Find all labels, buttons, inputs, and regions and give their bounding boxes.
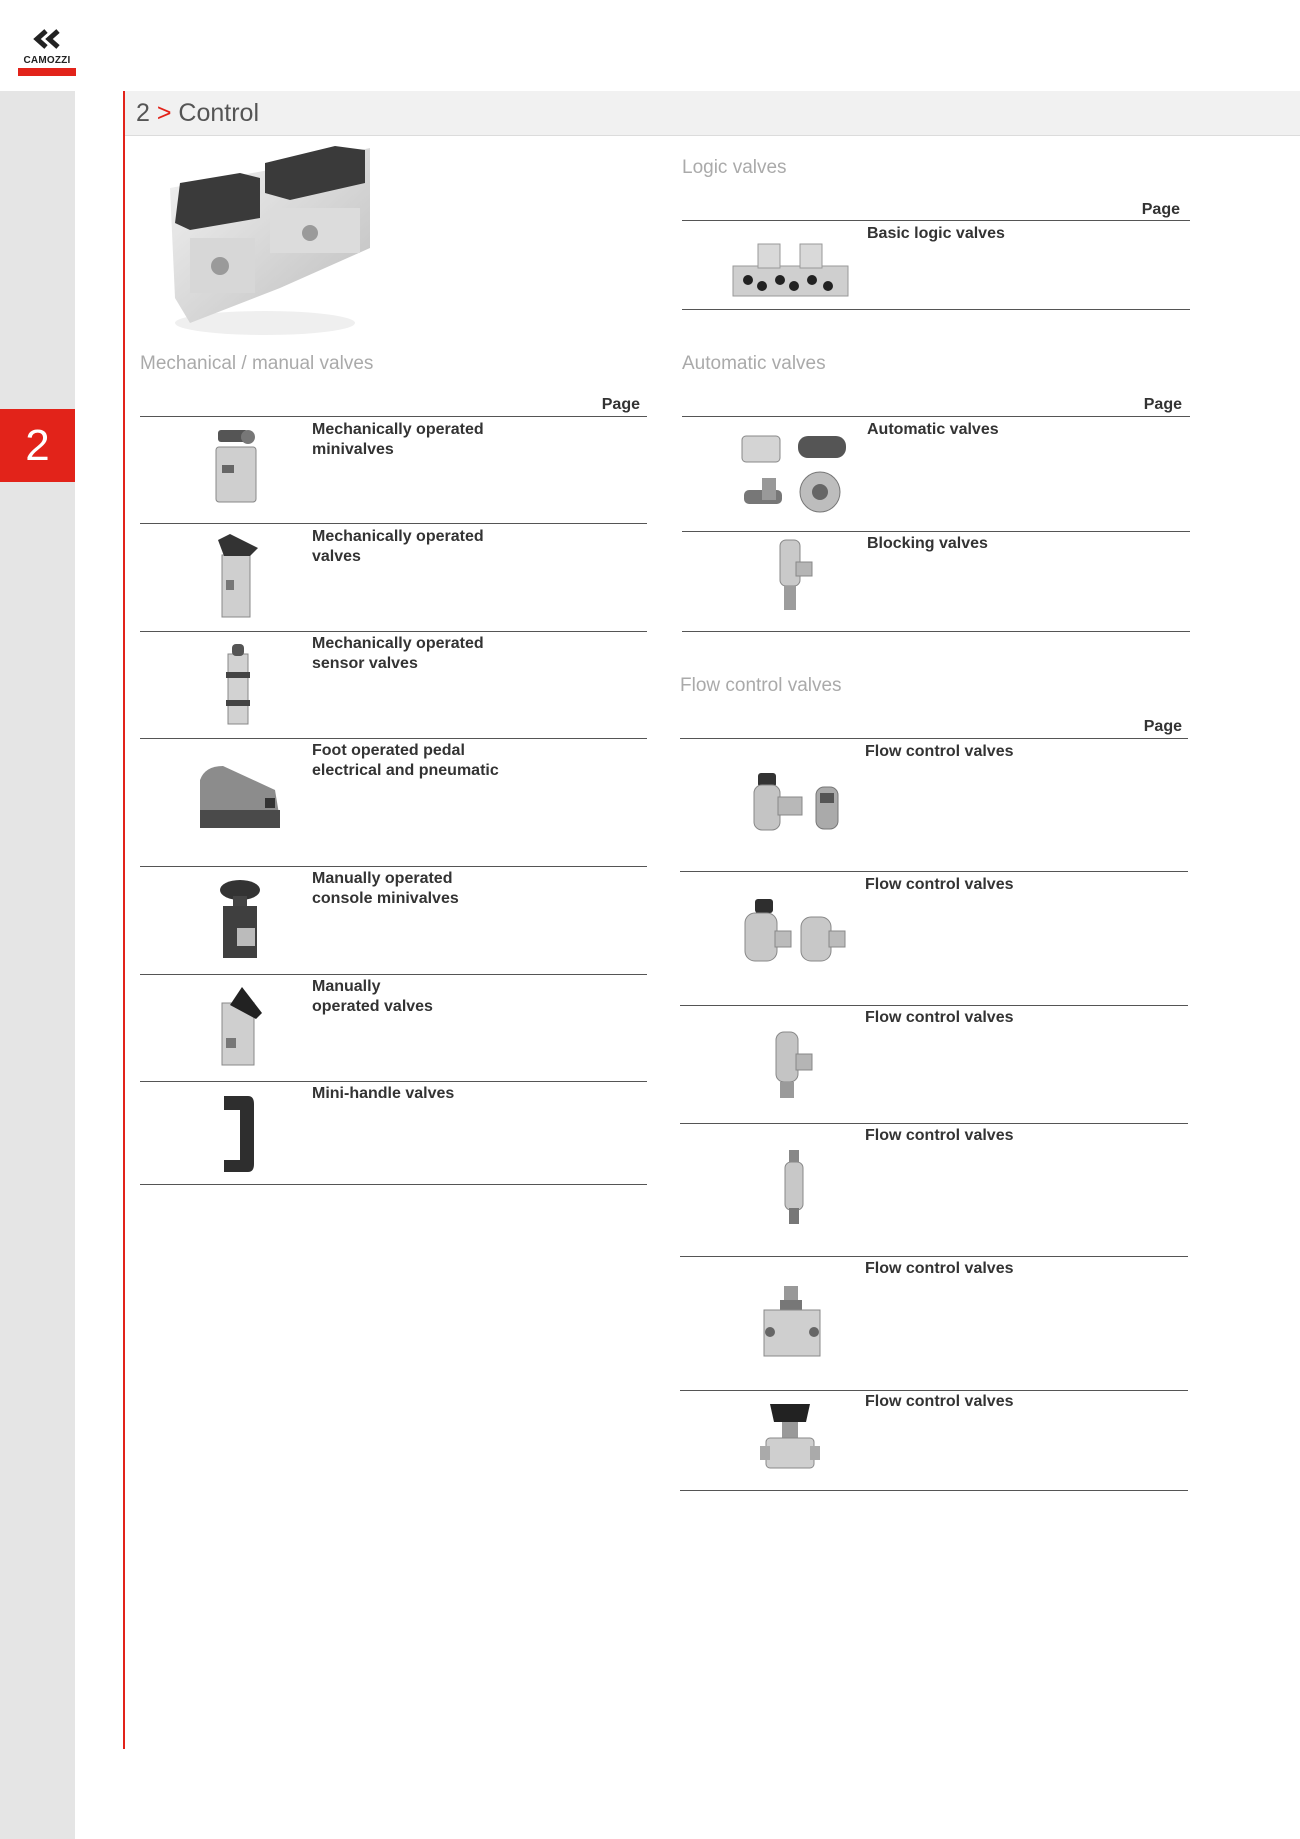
divider	[140, 523, 647, 524]
item-label: Mini-handle valves	[312, 1085, 455, 1102]
item-label: Manually operated console minivalves	[312, 870, 459, 907]
item-label: Manually operated valves	[312, 978, 433, 1015]
page-column-label: Page	[1141, 201, 1180, 218]
item-label: Flow control valves	[865, 743, 1014, 760]
divider	[680, 1256, 1188, 1257]
lever-valve-icon	[210, 530, 270, 620]
item-label: Flow control valves	[865, 1393, 1014, 1410]
flow-control-elbow-icon	[740, 765, 850, 840]
divider	[680, 1005, 1188, 1006]
item-label: Flow control valves	[865, 876, 1014, 893]
chapter-tab[interactable]: 2	[0, 409, 75, 482]
breadcrumb-separator: >	[156, 99, 172, 127]
section-title-flow: Flow control valves	[680, 675, 842, 696]
hero-valve-island-image	[170, 138, 380, 338]
divider	[140, 416, 647, 417]
automatic-valves-icon	[738, 430, 853, 520]
divider	[680, 871, 1188, 872]
roller-minivalve-icon	[208, 425, 268, 510]
chapter-number: 2	[136, 99, 150, 127]
blocking-valve-icon	[768, 536, 818, 616]
item-label: Automatic valves	[867, 421, 999, 438]
mini-handle-icon	[218, 1090, 258, 1175]
divider	[682, 416, 1190, 417]
section-title-automatic: Automatic valves	[682, 353, 826, 374]
section-title-logic: Logic valves	[682, 157, 787, 178]
hand-lever-valve-icon	[212, 983, 272, 1068]
red-vertical-rule	[123, 91, 125, 1749]
divider	[680, 1490, 1188, 1491]
chapter-title: Control	[178, 99, 260, 127]
page-header	[125, 91, 1300, 136]
flow-control-block-icon	[760, 1282, 825, 1362]
section-title-mechanical: Mechanical / manual valves	[140, 353, 374, 374]
foot-pedal-icon	[195, 760, 285, 835]
divider	[140, 738, 647, 739]
flow-control-inline-icon	[775, 1148, 815, 1228]
camozzi-mark-icon	[32, 28, 62, 54]
divider	[682, 531, 1190, 532]
divider	[140, 866, 647, 867]
item-label: Mechanically operated valves	[312, 528, 484, 565]
divider	[140, 1184, 647, 1185]
divider	[682, 631, 1190, 632]
flow-control-compact-icon	[768, 1028, 818, 1103]
item-label: Mechanically operated minivalves	[312, 421, 484, 458]
page-column-label: Page	[1143, 396, 1182, 413]
divider	[682, 220, 1190, 221]
divider	[140, 631, 647, 632]
logo-wordmark: CAMOZZI	[23, 55, 71, 66]
camozzi-logo	[18, 28, 76, 76]
divider	[682, 309, 1190, 310]
logo-red-bar	[18, 68, 76, 76]
divider	[140, 1081, 647, 1082]
flow-control-pair-icon	[735, 895, 850, 970]
needle-valve-icon	[758, 1400, 823, 1480]
logic-valve-block-icon	[728, 238, 853, 303]
page-column-label: Page	[1143, 718, 1182, 735]
item-label: Foot operated pedal electrical and pneumatic	[312, 742, 499, 779]
divider	[140, 974, 647, 975]
mushroom-button-valve-icon	[215, 878, 265, 963]
item-label: Basic logic valves	[867, 225, 1005, 242]
divider	[680, 1123, 1188, 1124]
chapter-sidebar	[0, 91, 75, 1839]
item-label: Flow control valves	[865, 1260, 1014, 1277]
page-column-label: Page	[601, 396, 640, 413]
divider	[680, 1390, 1188, 1391]
page-title	[136, 99, 259, 128]
sensor-valve-icon	[218, 642, 258, 727]
item-label: Mechanically operated sensor valves	[312, 635, 484, 672]
item-label: Flow control valves	[865, 1127, 1014, 1144]
item-label: Blocking valves	[867, 535, 988, 552]
item-label: Flow control valves	[865, 1009, 1014, 1026]
divider	[680, 738, 1188, 739]
